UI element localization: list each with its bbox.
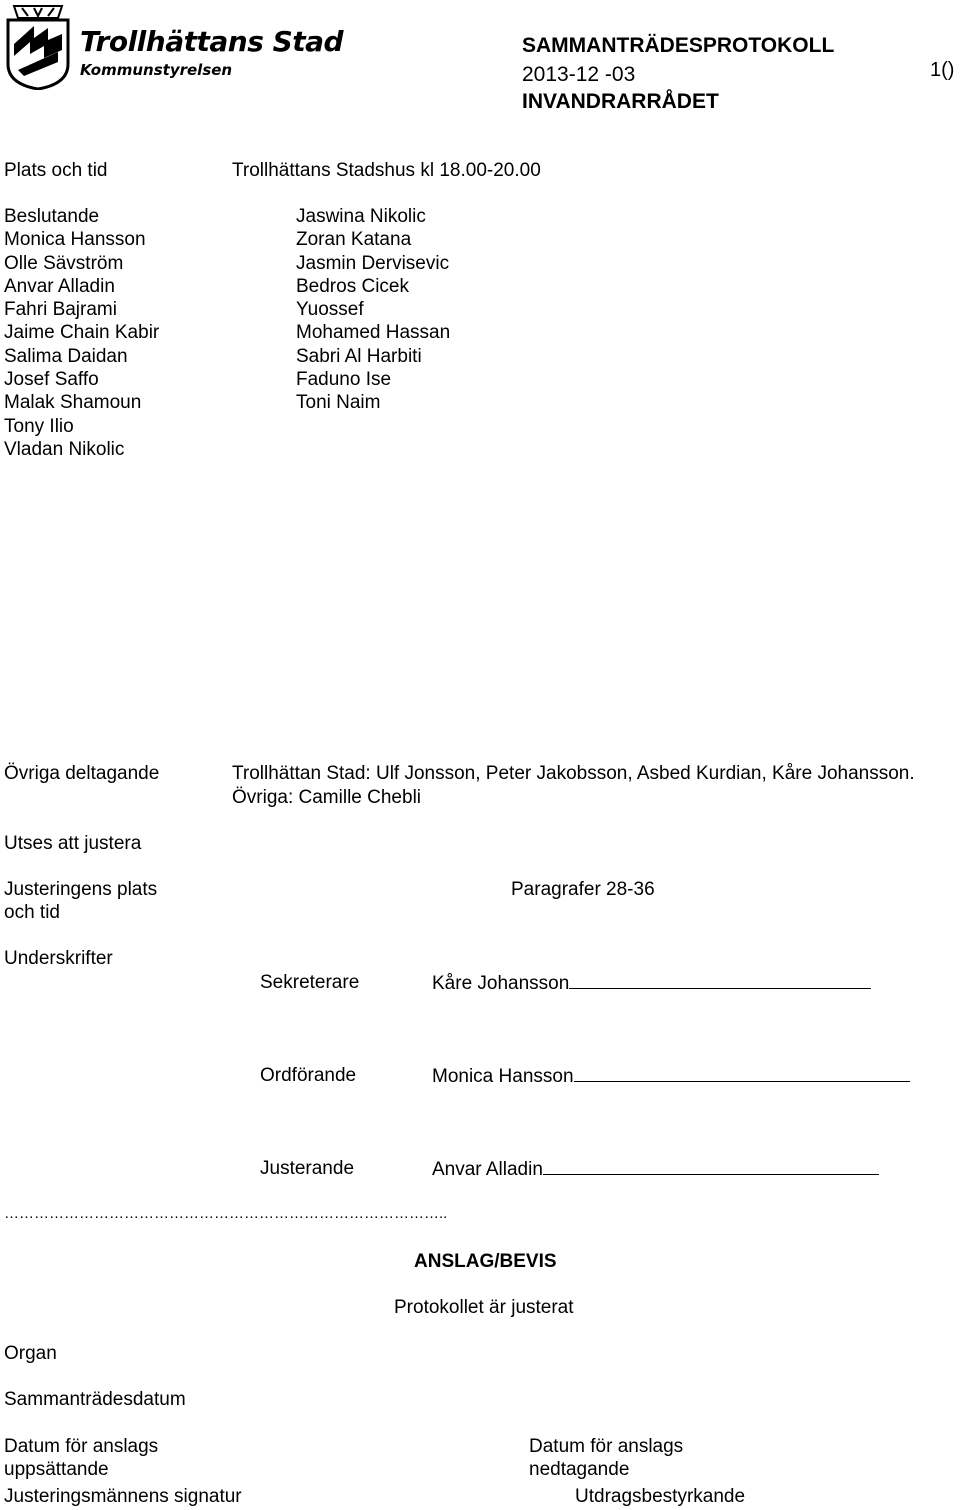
member-name: Faduno Ise [296, 369, 392, 391]
removed-date-label-1: Datum för anslags [529, 1436, 684, 1457]
member-name: Anvar Alladin [4, 275, 115, 297]
signature-adjuster [432, 1157, 879, 1181]
member-name: Beslutande [4, 206, 100, 227]
committee-name: INVANDRARRÅDET [522, 90, 719, 113]
signature-chair [432, 1064, 910, 1088]
other-participants-label: Övriga deltagande [4, 763, 160, 784]
signature-role-adjuster: Justerande [260, 1158, 355, 1179]
paragraphs-range: Paragrafer 28-36 [511, 879, 655, 900]
other-participants-line-1: Trollhättan Stad: Ulf Jonsson, Peter Jakobsson, Asbed Kurdian, Kåre Johansson. [232, 763, 915, 784]
member-name: Bedros Cicek [296, 275, 409, 297]
member-name: Jasmin Dervisevic [296, 252, 450, 274]
page-number: 1() [930, 59, 955, 81]
member-name: Toni Naim [296, 392, 381, 414]
signature-line [569, 971, 871, 989]
extract-certification-label: Utdragsbestyrkande [575, 1486, 746, 1507]
notice-title: ANSLAG/BEVIS [414, 1251, 557, 1272]
signature-line [574, 1064, 910, 1082]
coat-of-arms-icon [4, 4, 72, 96]
signature-role-secretary: Sekreterare [260, 972, 360, 993]
signature-name: Monica Hansson [432, 1066, 574, 1087]
signature-name: Kåre Johansson [432, 973, 570, 994]
meeting-date-label: Sammanträdesdatum [4, 1389, 186, 1410]
signature-secretary [432, 971, 871, 995]
appointed-adjuster-label: Utses att justera [4, 833, 142, 854]
member-name: Sabri Al Harbiti [296, 345, 422, 367]
other-participants-line-2: Övriga: Camille Chebli [232, 787, 422, 808]
organ-label: Organ [4, 1343, 57, 1364]
place-label: Plats och tid [4, 160, 108, 181]
adjustment-time-label: och tid [4, 902, 60, 923]
member-name: Mohamed Hassan [296, 322, 451, 344]
member-name: Yuossef [296, 299, 364, 321]
members-column-1 [4, 205, 159, 461]
place-value: Trollhättans Stadshus kl 18.00-20.00 [232, 160, 541, 181]
member-name: Olle Sävström [4, 252, 124, 274]
member-name: Fahri Bajrami [4, 299, 117, 321]
meeting-date: 2013-12 -03 [522, 63, 636, 86]
adjusters-signature-label: Justeringsmännens signatur [4, 1486, 242, 1507]
signature-name: Anvar Alladin [432, 1159, 543, 1180]
member-name: Jaime Chain Kabir [4, 322, 160, 344]
posted-date-label-1: Datum för anslags [4, 1436, 159, 1457]
signature-role-chair: Ordförande [260, 1065, 357, 1086]
posted-date-label-2: uppsättande [4, 1459, 109, 1480]
signature-line [543, 1157, 879, 1175]
document-type: SAMMANTRÄDESPROTOKOLL [522, 34, 835, 57]
member-name: Tony Ilio [4, 415, 74, 437]
notice-statement: Protokollet är justerat [394, 1297, 574, 1318]
member-name: Salima Daidan [4, 345, 128, 367]
member-name: Vladan Nikolic [4, 438, 125, 460]
member-name: Josef Saffo [4, 369, 99, 391]
members-column-2 [296, 205, 450, 415]
adjustment-place-label: Justeringens plats [4, 879, 158, 900]
member-name: Malak Shamoun [4, 392, 142, 414]
signatures-label: Underskrifter [4, 948, 113, 969]
dotted-separator: …………………………………………………………………………….. [4, 1205, 448, 1222]
removed-date-label-2: nedtagande [529, 1459, 630, 1480]
member-name: Jaswina Nikolic [296, 206, 426, 227]
member-name: Zoran Katana [296, 229, 412, 251]
member-name: Monica Hansson [4, 229, 146, 251]
logo-title: Trollhättans Stad [80, 25, 344, 58]
logo-subtitle: Kommunstyrelsen [80, 61, 233, 79]
